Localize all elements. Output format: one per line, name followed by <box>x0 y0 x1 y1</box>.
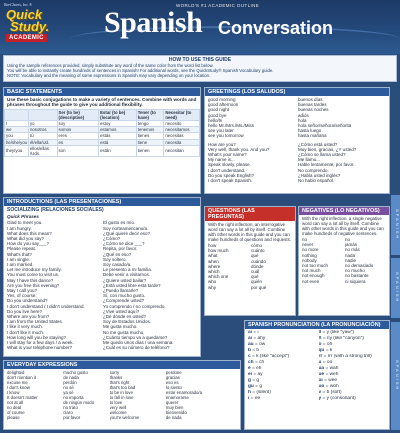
table-cell: tiene <box>136 139 164 145</box>
pron-item: qu = k <box>318 348 333 353</box>
negatives-heading: NEGATIVES (LO NEGATIVOS) <box>299 207 389 215</box>
greetings-list <box>205 96 389 183</box>
pron-item: o = oh <box>318 342 333 347</box>
expr-es: estar enamorado/a <box>165 390 202 395</box>
phrase-es: Soy de Estados Unidos. <box>103 319 152 325</box>
phrase-en: Do you understand? <box>7 298 48 304</box>
expr-en: that's right <box>109 380 130 385</box>
negative-es: no mucho <box>345 268 365 274</box>
pron-item: ch = ch <box>248 360 265 365</box>
pron-item: g = g <box>248 378 260 383</box>
expr-es: de nada <box>63 375 79 380</box>
greeting-es: adiós <box>298 112 309 118</box>
phrase-es: Sí, con mucho gusto. <box>103 293 146 299</box>
expr-en: I know <box>7 390 20 395</box>
negative-en: no <box>302 237 308 242</box>
phrase-es: ¿Vive usted aquí? <box>103 308 140 314</box>
table-header: Necesitar (to need) <box>164 109 200 120</box>
pron-item: y = y (consonant) <box>318 396 356 401</box>
greeting-es: buenas tardes <box>298 102 327 108</box>
table-cell: necesitan <box>164 145 200 156</box>
table-cell: tengo <box>136 121 164 127</box>
everyday-heading: EVERYDAY EXPRESSIONS <box>4 361 240 369</box>
logo-line1: Quick <box>6 7 43 22</box>
negative-en: no more <box>302 247 319 253</box>
expr-en: please <box>7 415 20 420</box>
question-es: por qué <box>251 284 267 290</box>
phrase-es: Le presento a mi familia. <box>103 267 153 273</box>
phrase-es: El gusto es mío. <box>103 220 136 226</box>
table-row <box>5 139 200 145</box>
greeting-es: Me llamo... <box>298 157 321 163</box>
pronunciation-heading: SPANISH PRONUNCIATION (LA PRONUNCIACIÓN) <box>245 321 389 329</box>
phrase-en: Yes, of course. <box>7 293 37 299</box>
side-strip-low: SPANISH <box>391 322 400 430</box>
pron-item: ui = wee <box>318 378 338 383</box>
expr-en: thanks <box>109 375 123 380</box>
expr-es: muy bien <box>165 405 184 410</box>
phrase-es: ¿Quiere usted bailar? <box>103 277 147 283</box>
phrase-es: ¿Cuánto tiempo va a quedarse? <box>103 334 168 340</box>
phrase-es: Soy norteamericano/a. <box>103 225 149 231</box>
quick-study-logo <box>4 8 56 46</box>
questions-list <box>205 243 295 290</box>
phrase-en: I am married. <box>7 261 34 267</box>
negative-es: jamás <box>345 242 358 248</box>
expr-es: no importa <box>63 395 84 400</box>
questions-heading: QUESTIONS (LAS PREGUNTAS) <box>205 207 295 221</box>
table-cell: tienen <box>136 145 164 156</box>
question-en: which one <box>208 274 229 280</box>
expr-es: lo siento <box>165 385 182 390</box>
table-cell: yo <box>29 121 58 127</box>
expr-es: no trato <box>63 405 78 410</box>
expr-es: de ningún modo <box>63 400 95 405</box>
pron-item: ue = weh <box>318 372 339 377</box>
pron-item: uo = woh <box>318 384 339 389</box>
negative-es: ni siquiera <box>345 278 366 284</box>
greeting-en: hello Mr./Mrs./Ms./Miss <box>208 123 255 129</box>
negatives-list <box>299 237 389 284</box>
negative-es: no <box>345 237 351 242</box>
quick-phrases-label: Quick Phrases <box>7 214 39 219</box>
pron-item: u = oo <box>318 360 333 365</box>
phrase-es: ¿Está usted libre esta tarde? <box>103 282 161 288</box>
negative-en: not too much <box>302 263 329 269</box>
phrase-en: I don't understand / I didn't understand. <box>7 303 85 309</box>
table-header: Tener (to have) <box>136 109 164 120</box>
greeting-en: good afternoon <box>208 102 239 108</box>
phrase-es: Me quedo unos días / una semana. <box>103 339 174 345</box>
greeting-en: good night <box>208 107 230 113</box>
expr-es: bienvenido <box>165 410 187 415</box>
phrase-en: What does this mean? <box>7 230 52 236</box>
table-cell: tú <box>29 133 58 139</box>
expr-en: you're welcome <box>109 415 140 420</box>
how-to-line2: You will be able to instantly create hundreds of sentences in Spanish! For additional words, see the QuickStudy® Spanish Vocabulary guide. <box>7 68 274 74</box>
table-header: Ser (to be) (descriptive) <box>57 109 99 120</box>
greeting-es: hasta mañana <box>298 133 327 139</box>
greeting-es: hola <box>298 117 307 123</box>
table-cell: necesito <box>164 121 200 127</box>
logo-academic: ACADEMIC <box>6 34 47 42</box>
phrase-en: May I have this dance? <box>7 277 54 283</box>
table-row <box>5 145 200 156</box>
phrase-en: How long will you be staying? <box>7 334 67 340</box>
phrase-en: I like it very much. <box>7 324 44 330</box>
phrase-es: ¿Comprende usted? <box>103 298 145 304</box>
phrase-en: Where are you from? <box>7 313 50 319</box>
negatives-panel <box>298 206 390 316</box>
phrase-es: ¿Qué es eso? <box>103 251 132 257</box>
negative-en: not enough <box>302 273 325 279</box>
question-es: cuándo <box>251 258 266 264</box>
question-es: cuál <box>251 269 260 275</box>
question-en: how <box>208 243 217 248</box>
phrase-en: I am single. <box>7 256 31 262</box>
pron-item: h = (silent) <box>248 390 271 395</box>
table-cell: necesitas <box>164 133 200 139</box>
pron-item: ei = ay <box>248 372 263 377</box>
expr-es: perdone <box>165 370 182 375</box>
question-es: qué <box>251 274 259 280</box>
table-header <box>5 109 29 120</box>
conjugation-table <box>4 109 200 158</box>
negative-es: no demasiado <box>345 263 374 269</box>
greeting-es: No hablo español. <box>298 178 335 184</box>
basic-statements-panel <box>3 87 201 194</box>
socializing-subheading: SOCIALIZING (RELACIONES SOCIALES) <box>7 207 104 213</box>
negatives-intro: With the right inflection, a single negative word can say a lot all by itself. Combine with other words in this guide and you can make hundreds of negative sentences. <box>302 216 384 236</box>
expr-en: don't mention it <box>7 375 37 380</box>
phrase-es: Me gusta mucho. <box>103 324 138 330</box>
phrase-en: Do you live here? <box>7 308 43 314</box>
phrase-es: ¿Puedo llamarle? <box>103 287 139 293</box>
greeting-es: Hable lentamente, por favor. <box>298 162 355 168</box>
phrase-es: ¿Cómo se dice ___? <box>103 241 145 247</box>
phrase-en: Let me introduce my family. <box>7 267 62 273</box>
expr-en: sorry <box>109 370 120 375</box>
question-en: where <box>208 263 221 269</box>
phrase-es: Soy casado/a. <box>103 261 132 267</box>
expr-en: no deal <box>7 405 22 410</box>
negative-es: no bastante <box>345 273 369 279</box>
introductions-heading: INTRODUCTIONS (LAS PRESENTACIONES) <box>4 198 200 206</box>
expr-es: perdón <box>63 380 77 385</box>
phrase-en: What is your telephone number? <box>7 345 73 351</box>
expr-es: querer <box>165 400 179 405</box>
table-cell: estoy <box>99 121 137 127</box>
expr-en: not at all <box>7 400 24 405</box>
how-to-use-box <box>3 55 397 82</box>
negative-es: no más <box>345 247 360 253</box>
basic-heading: BASIC STATEMENTS <box>4 88 200 96</box>
question-es: dónde <box>251 263 264 269</box>
table-cell: estamos <box>99 127 137 133</box>
intro-list <box>4 220 200 350</box>
phrase-en: I don't like it much. <box>7 329 45 335</box>
negative-en: nobody <box>302 257 317 263</box>
table-cell: necesita <box>164 139 200 145</box>
question-en: why <box>208 284 217 290</box>
everyday-list <box>4 369 240 420</box>
pron-item: v = b (soft) <box>318 390 342 395</box>
greeting-es: buenas noches <box>298 107 329 113</box>
brand-text: BarCharts, Inc.® <box>4 2 33 7</box>
pron-item: ñ = ny (like "canyon") <box>318 336 364 341</box>
table-cell: ellos/ellas /Uds. <box>29 145 58 156</box>
expr-es: ya sé <box>63 390 74 395</box>
table-header <box>29 109 58 120</box>
everyday-panel <box>3 360 241 430</box>
table-cell: I <box>5 121 29 127</box>
greeting-en: How are you? <box>208 141 236 147</box>
greeting-en: My name is... <box>208 157 235 163</box>
question-es: cómo <box>251 243 263 248</box>
phrase-es: ¿Qué quiere decir eso? <box>103 230 151 236</box>
pron-item: ua = wah <box>318 366 339 371</box>
pron-item: b = b <box>248 348 260 353</box>
greeting-es: ¿Habla usted inglés? <box>298 172 341 178</box>
greeting-en: hello/hi <box>208 117 223 123</box>
expr-es: eso es <box>165 380 179 385</box>
expr-es: no sé <box>63 385 74 390</box>
pron-item: ai = ahy <box>248 336 266 341</box>
greeting-en: Very well, thank you. And you? <box>208 146 270 152</box>
greeting-en: What's your name? <box>208 152 247 158</box>
question-en: who <box>208 279 217 285</box>
question-en: how much <box>208 248 229 254</box>
questions-panel <box>204 206 296 316</box>
phrase-en: What did you say? <box>7 235 45 241</box>
phrase-es: ¿Cuál es su número de teléfono? <box>103 345 170 351</box>
pron-item: i = ee <box>248 396 261 401</box>
pronunciation-list <box>245 329 389 403</box>
world-tagline: WORLD'S #1 ACADEMIC OUTLINE <box>176 3 260 8</box>
negative-es: nadie <box>345 257 357 263</box>
greeting-en: good bye <box>208 112 227 118</box>
expr-en: to love <box>109 400 123 405</box>
side-strip-top: SPANISH <box>391 195 400 255</box>
pron-item: ll = y (like "yaw") <box>318 330 355 335</box>
table-cell: tienes <box>136 133 164 139</box>
greeting-es: Muy bien, gracias, ¿Y usted? <box>298 146 357 152</box>
phrase-en: May I call you? <box>7 287 38 293</box>
pronunciation-panel <box>244 320 390 430</box>
table-cell: está <box>99 139 137 145</box>
greeting-es: No comprendo. <box>298 167 329 173</box>
questions-intro: With the right inflection, an interrogative word can say a lot all by itself. Combine with other words in this guide and you can make hundreds of questions and requests. <box>208 222 291 242</box>
greeting-en: see you later <box>208 128 234 134</box>
phrase-en: Are you free this evening? <box>7 282 60 288</box>
phrase-en: You must come to visit us. <box>7 272 60 278</box>
phrase-es: ¿De dónde es usted? <box>103 313 147 319</box>
introductions-panel <box>3 197 201 357</box>
pron-item: e = eh <box>248 366 262 371</box>
pron-item: ai = i <box>248 330 259 335</box>
greeting-en: I don't speak Spanish. <box>208 178 253 184</box>
expr-es: de nada <box>165 415 182 420</box>
question-es: cuánto <box>251 248 265 254</box>
phrase-en: Please repeat. <box>7 246 37 252</box>
expr-en: It doesn't matter <box>7 395 38 400</box>
greeting-en: good morning <box>208 97 236 102</box>
phrase-en: Glad to meet you. <box>7 220 43 226</box>
pron-item: gu = g <box>248 384 263 389</box>
header <box>0 0 400 54</box>
table-row <box>5 127 200 133</box>
table-cell: él/ella/Ud. <box>29 139 58 145</box>
table-cell: they/you <box>5 145 29 156</box>
phrase-es: Debe venir a visitarnos. <box>103 272 151 278</box>
title-sub: Conversation <box>218 18 334 38</box>
negative-en: never <box>302 242 314 248</box>
phrase-en: What's that? <box>7 251 32 257</box>
table-cell: son <box>57 145 99 156</box>
table-cell: nosotros <box>29 127 58 133</box>
phrase-es: Yo comprendo / no comprendo. <box>103 303 166 309</box>
expr-en: to fall in love <box>109 395 134 400</box>
phrase-en: I will stay for a few days / a week. <box>7 339 74 345</box>
table-cell: you <box>5 133 29 139</box>
expr-en: delighted <box>7 370 25 375</box>
table-cell: necesitamos <box>164 127 200 133</box>
expr-en: of course <box>7 410 25 415</box>
negative-en: not much <box>302 268 321 274</box>
expr-es: gracias <box>165 375 180 380</box>
title-main: Spanish <box>104 6 203 39</box>
table-cell: tenemos <box>136 127 164 133</box>
phrase-es: ¿Cómo? <box>103 235 121 241</box>
table-cell: estás <box>99 133 137 139</box>
question-en: when <box>208 258 219 264</box>
logo-line2: Study. <box>10 19 50 34</box>
expr-en: to be in love <box>109 390 133 395</box>
table-cell: eres <box>57 133 99 139</box>
negative-en: nothing <box>302 252 317 258</box>
how-to-line3: NOTE: Vocabulary and the meaning of some expressions in Spanish may vary depending on your location. <box>7 73 211 79</box>
side-strip-mid: SPANISH <box>391 258 400 318</box>
question-es: qué <box>251 253 259 259</box>
greeting-es: hasta luego <box>298 128 322 134</box>
table-cell: he/she/you <box>6 139 28 145</box>
phrase-en: How do you say___? <box>7 241 50 247</box>
how-to-heading: HOW TO USE THIS GUIDE <box>168 57 232 63</box>
greeting-en: see you tomorrow <box>208 133 244 139</box>
pron-item: au = ow <box>248 342 266 347</box>
greeting-es: ¿Cómo se llama usted? <box>298 152 346 158</box>
expr-en: that's too bad <box>109 385 136 390</box>
expr-en: I don't know <box>7 385 30 390</box>
greeting-es: buenos días <box>298 97 323 102</box>
greeting-es: hola señor/señora/señorita <box>298 123 352 129</box>
table-header-row <box>5 109 200 120</box>
greeting-en: Speak slowly, please. <box>208 162 251 168</box>
question-en: what <box>208 253 218 259</box>
expr-es: claro <box>63 410 73 415</box>
greeting-en: Do you speak English? <box>208 172 255 178</box>
table-cell: es <box>57 139 99 145</box>
pron-item: c = k (like "accept") <box>248 354 290 359</box>
table-cell: somos <box>57 127 99 133</box>
question-es: quién <box>251 279 263 285</box>
phrase-en: I am hungry. <box>7 225 32 231</box>
greetings-heading: GREETINGS (LOS SALUDOS) <box>205 88 389 96</box>
question-en: which <box>208 269 220 275</box>
table-cell: soy <box>57 121 99 127</box>
phrase-es: Soy soltero. <box>103 256 127 262</box>
greetings-panel <box>204 87 390 194</box>
expr-es: por favor <box>63 415 81 420</box>
expr-en: welcome <box>109 410 127 415</box>
phrase-es: No me gusta mucho. <box>103 329 145 335</box>
pron-item: rr = rrr (with a strong trill) <box>318 354 372 359</box>
phrase-es: Repita, por favor. <box>103 246 138 252</box>
table-header: Estar (to be) (location) <box>99 109 137 120</box>
expr-es: enamorarse <box>165 395 189 400</box>
basic-intro: Use these basic conjugations to make a variety of sentences. Combine with words and phrases throughout the guide to give you additional flexibility. <box>7 97 197 108</box>
expr-es: mucho gusto <box>63 370 88 375</box>
greeting-en: I don't understand. <box>208 167 246 173</box>
expr-en: excuse me <box>7 380 28 385</box>
table-cell: están <box>99 145 137 156</box>
negative-es: nada <box>345 252 356 258</box>
table-cell: we <box>5 127 29 133</box>
how-to-line1: Using the sample references provided, simply substitute any word of the same color from the word list below. <box>7 63 214 68</box>
negative-en: not even <box>302 278 320 284</box>
greeting-es: ¿Cómo está usted? <box>298 141 338 147</box>
expr-en: very well <box>109 405 127 410</box>
table-row <box>5 121 200 127</box>
phrase-en: I am from the United States. <box>7 319 64 325</box>
